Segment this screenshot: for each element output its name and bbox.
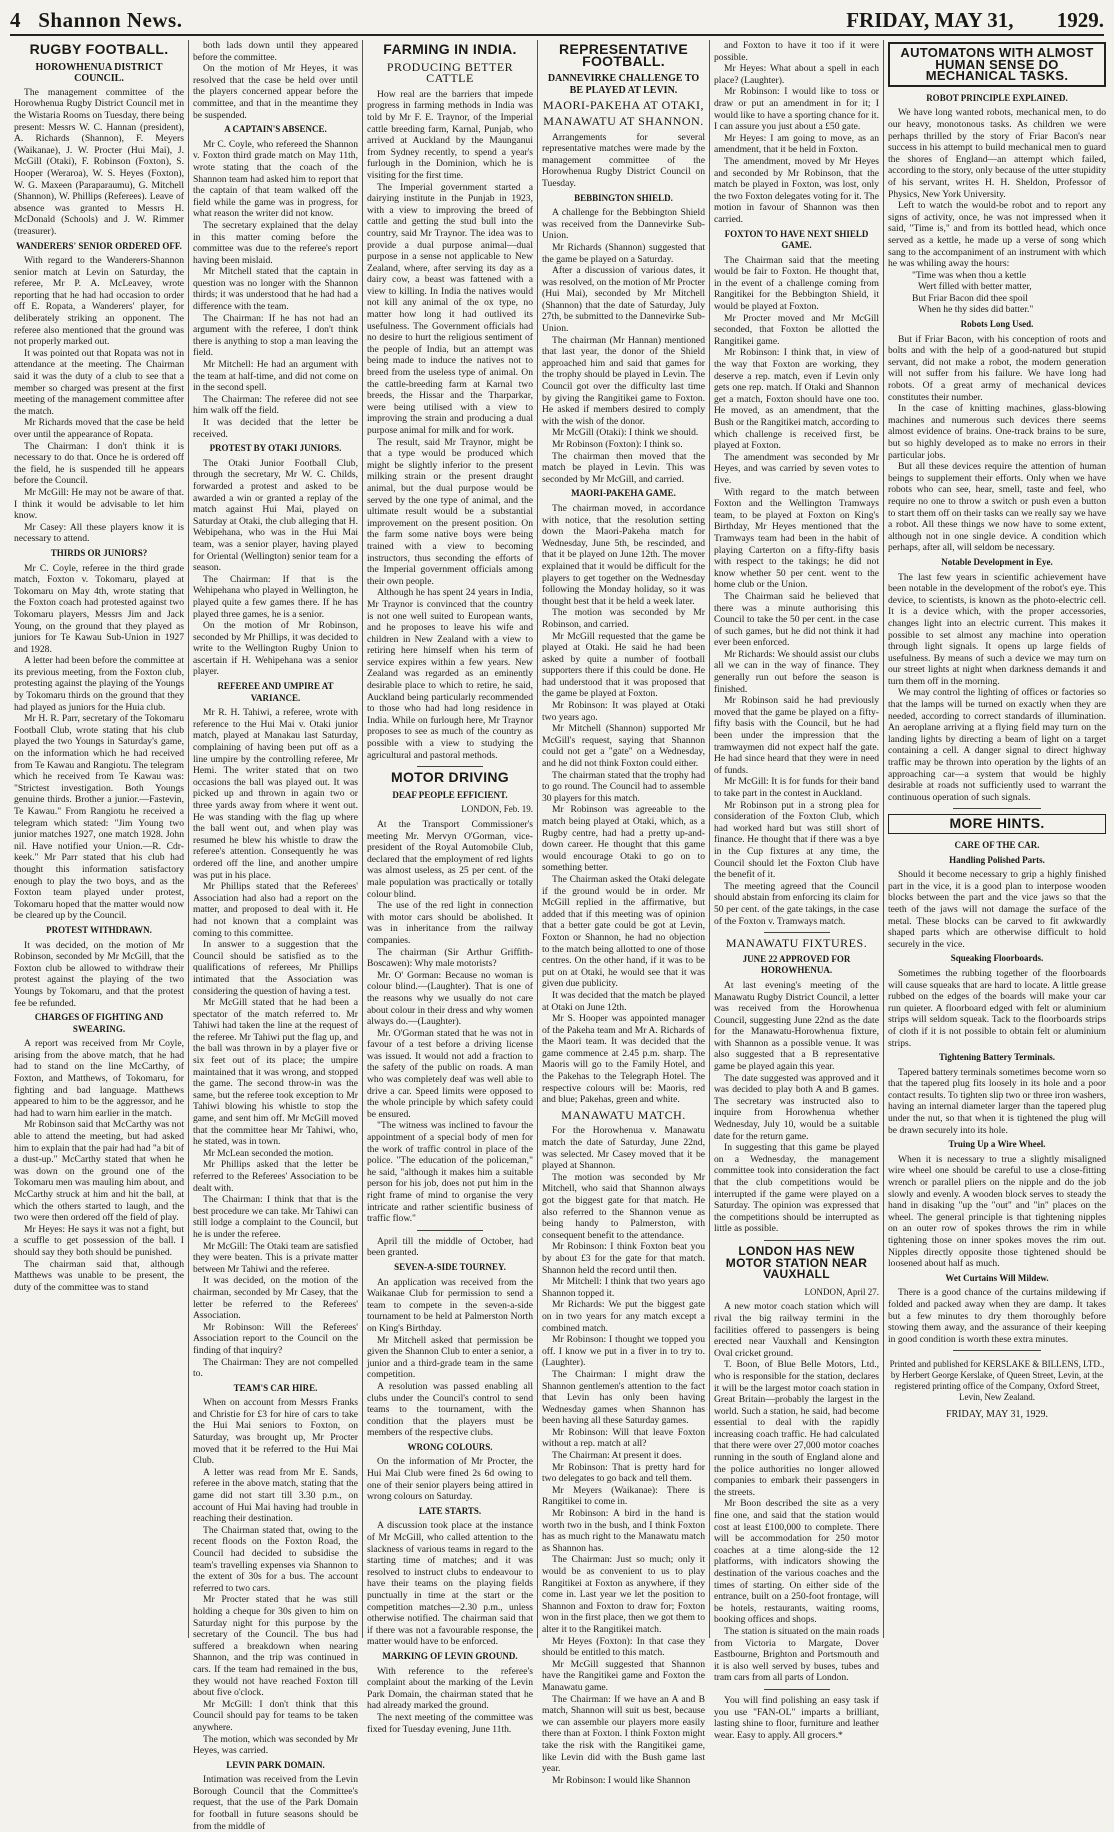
section-heading: WRONG COLOURS.	[407, 1441, 493, 1452]
section-heading: Robots Long Used.	[960, 319, 1034, 330]
paragraph: Mr Robinson said that McCarthy was not able to attend the meeting, but had asked him to explain that the pair had had "a bit of a dust-up." McCarthy stated that when he was down on the ground one of the Tokomaru men was mauling him about, and McCarthy struck at him and hit the ball, at which the others started to laugh, and the two were then ordered off the field of play.	[14, 1119, 184, 1224]
paragraph: Mr Phillips asked that the letter be referred to the Referees' Association to be dealt with.	[193, 1159, 358, 1194]
paragraph: and Foxton to have it too if it were possible.	[714, 40, 879, 63]
paragraph: The use of the red light in connection with motor cars should be abolished. It was in inheritance from the railway companies.	[367, 900, 533, 946]
article-subheading: PRODUCING BETTER CATTLE	[386, 59, 514, 86]
paragraph: Mr Phillips stated that the Referees' Association had also had a report on the matter, and proposed to deal with it. He had not known that a complaint was coming to this committee.	[193, 881, 358, 939]
paragraph: Mr McGill: The Otaki team are satisfied they were beaten. This is a private matter between Mr Tahiwi and the referee.	[193, 1240, 358, 1275]
section-heading: Handling Polished Parts.	[949, 854, 1045, 865]
paragraph: The Chairman: I think that that is the best procedure we can take. Mr Tahiwi can still lodge a complaint to the Council, but he is under the referee.	[193, 1194, 358, 1240]
masthead-rule	[10, 34, 1104, 36]
paragraph: Mr Richards moved that the case be held over until the appearance of Ropata.	[14, 417, 184, 440]
article-heading: MOTOR DRIVING	[391, 769, 509, 786]
paragraph: Mr Mitchell: He had an argument with the team at half-time, and did not come on in the second spell.	[193, 359, 358, 394]
paragraph: The motion was seconded by Mr Robinson, and carried.	[542, 607, 705, 630]
heading-box	[888, 42, 1106, 87]
paragraph: The chairman then moved that the match be played in Levin. This was seconded by Mr McGill, and carried.	[542, 450, 705, 485]
dateline: LONDON, April 27.	[804, 1286, 879, 1297]
paragraph: On the information of Mr Procter, the Hui Mai Club were fined 2s 6d owing to one of their senior players being attired in wrong colours on Saturday.	[367, 1456, 533, 1503]
masthead-left	[10, 8, 182, 33]
paragraph: The chairman stated that the trophy had to go round. The Council had to assemble 30 players for this match.	[542, 769, 705, 804]
paragraph: The Chairman: I might draw the Shannon gentlemen's attention to the fact that Levin has only been having Wednesday games when Shannon has been having all these Saturday games.	[542, 1368, 705, 1427]
section-heading: WANDERERS' SENIOR ORDERED OFF.	[16, 240, 182, 251]
section-heading: Tightening Battery Terminals.	[938, 1052, 1056, 1063]
paragraph: The station is situated on the main roads from Victoria to Margate, Dover Eastbourne, Brighton and Portsmouth and it is also well served by buses, tubes and tram cars from all parts of London.	[714, 1625, 879, 1684]
paragraph: Mr McGill requested that the game be played at Otaki. He said he had been asked by quite a number of football supporters there if this could be done. He had understood that it was proposed that the game be played at Foxton.	[542, 630, 705, 700]
paragraph: Mr Robinson put in a strong plea for consideration of the Foxton Club, which had worked hard but was still short of finance. He thought that if there was a bye in the Cup fixtures at any time, the Council should let the Foxton Club have the benefit of it.	[714, 799, 879, 881]
article-subheading: ROBOT PRINCIPLE EXPLAINED.	[926, 92, 1068, 103]
paragraph: The meeting agreed that the Council should abstain from enforcing its claim for 50 per cent. of the gate takings, in the case of the Foxton v. Tramways match.	[714, 880, 879, 927]
paragraph: Mr Robinson: Will the Referees' Association report to the Council on the finding of that inquiry?	[193, 1321, 358, 1356]
column-representative-football	[542, 40, 705, 1786]
paragraph: both lads down until they appeared before the committee.	[193, 40, 358, 63]
masthead	[10, 8, 1104, 34]
paragraph: Mr Robinson: A bird in the hand is worth two in the bush, and I think Foxton has as much right to the Manawatu match as Shannon has.	[542, 1508, 705, 1554]
paragraph: Mr Robinson: It was played at Otaki two years ago.	[542, 700, 705, 723]
paragraph: The Chairman said he believed that there was a minute authorising this Council to take the 50 per cent. in the case of such games, but he did not think it had ever been enforced.	[714, 590, 879, 649]
verse-line: Wert filled with better matter,	[918, 281, 1032, 293]
divider	[764, 932, 830, 933]
divider	[953, 808, 1040, 809]
paragraph: With regard to the match between Foxton and the Wellington Tramways team, to be played at Foxton on King's Birthday, Mr Heyes mentioned that the Tramways team had been in the habit of playing Carterton on a fifty-fifty basis with respect to the takings; he did not know whether 50 per cent. went to the home club or the Union.	[714, 486, 879, 591]
paragraph: "The witness was inclined to favour the appointment of a special body of men for the work of traffic control in place of the police. "The education of the policeman," he said, "although it makes him a suitable person for his job, does not put him in the right frame of mind to organise the very intricate and rather scientific business of traffic flow."	[367, 1120, 533, 1225]
paragraph: The secretary explained that the delay in this matter coming before the committee was due to the referee's report having been mislaid.	[193, 219, 358, 266]
section-heading: Squeaking Floorboards.	[950, 953, 1044, 964]
verse-line: But Friar Bacon did thee spoil	[912, 292, 1028, 304]
paragraph: On the motion of Mr Robinson, seconded by Mr Phillips, it was decided to write to the Wellington Rugby Union to ascertain if H. Wehipehana was a senior player.	[193, 620, 358, 678]
heading-box	[888, 814, 1106, 834]
article-subheading: CARE OF THE CAR.	[954, 840, 1040, 850]
column-automatons-hints	[888, 40, 1106, 1640]
paragraph: The Imperial government started a dairying institute in the Punjab in 1923, with a view to improving the breed of cattle and getting the stud bull into the country, said Mr Traynor. The idea was to provide a dual purpose animal—dual purpose in a sense not applicable to New Zealand, where, after serving its day as a dairy cow, a beast was fattened with a view to killing. In India the natives would not kill any animal of the ox type, no matter how long it had outlived its usefulness. The Government officials had no desire to hurt the religious sentiment of the people of India, but an attempt was being made to induce the natives not to breed from the useless type of animal. On the cattle-breeding farm at Karnal two breeds, the Hissar and the Tharparkar, were being utilised with a view to improving the strain and producing a dual purpose animal for milk and for work.	[367, 181, 533, 436]
paragraph: Mr Heyes (Foxton): In that case they should be entitled to this match.	[542, 1635, 705, 1659]
paragraph: Mr Robinson was agreeable to the match being played at Otaki, which, as a Rugby centre, had had a pretty up-and-down career. He thought that this game would encourage Otaki to go on to something better.	[542, 804, 705, 874]
paragraph: Mr C. Coyle, who refereed the Shannon v. Foxton third grade match on May 11th, wrote stating that the coach of the Shannon team had asked him to report that the captain of that team walked off the field while the game was in progress, for what reason the writer did not know.	[193, 138, 358, 220]
paragraph: Mr Heyes: I am going to move, as an amendment, that it be held in Foxton.	[714, 132, 879, 156]
divider	[764, 1240, 830, 1241]
article-heading: REPRESENTATIVE FOOTBALL.	[559, 41, 688, 69]
paragraph: The management committee of the Horowhenua Rugby District Council met in the Wistaria Rooms on Tuesday, there being present: Messrs W. C. Hannan (president), A. Richards (Shannon), F. Meyers (Waikanae), J. W. Procter (Hui Mai), J. McGill (Otaki), F. Robinson (Foxton), S. Hooper (Weraroa), W. S. Heyes (Foxton), W. G. Maxeen (Paraparaumu), G. Mitchell (Shannon), W. Phillips (Referees). Leave of absence was granted to Messrs H. McDonald (Schools) and J. W. Rimmer (treasurer).	[14, 86, 184, 237]
paragraph: When it is necessary to true a slightly misaligned wire wheel one should be careful to use a close-fitting wrench or parallel pliers on the nipple and do the job slowly and evenly. A wooden block serves to steady the hand in disaking "up the "out" and "in" places on the wheel. The general principle is that tightening nipples on an outer row of spokes throws the rim in while tightening those on inner spokes moves the rim out. Nipples directly opposite those tightened should be loosened about half as much.	[888, 1153, 1106, 1270]
paragraph: The Chairman: The referee did not see him walk off the field.	[193, 393, 358, 417]
paragraph: The chairman (Sir Arthur Griffith-Boscawen): Why male motorists?	[367, 946, 533, 970]
section-heading: REFEREE AND UMPIRE AT VARIANCE.	[217, 681, 334, 703]
paragraph: The Chairman: I don't think it is necessary to do that. Once he is ordered off the field, he is suspended till he appears before the Council.	[14, 440, 184, 487]
paragraph: Mr Robinson (Foxton): I think so.	[552, 439, 683, 450]
section-heading: MARKING OF LEVIN GROUND.	[382, 1650, 518, 1661]
paragraph: The Chairman: If he has not had an argument with the referee, I don't think there is anything to stop a man leaving the field.	[193, 312, 358, 359]
paragraph: On the motion of Mr Heyes, it was resolved that the case be held over until the players concerned appear before the committee, and that in the meantime they be suspended.	[193, 63, 358, 121]
paragraph: In suggesting that this game be played on a Wednesday, the management committee took into consideration the fact that the club competitions would be interrupted if the game were played on a Saturday. The opinion was expressed that the competitions should be interrupted as little as possible.	[714, 1142, 879, 1235]
masthead-right	[846, 8, 1104, 33]
paragraph: With regard to the Wanderers-Shannon senior match at Levin on Saturday, the referee, Mr P. A. McLeavey, wrote reporting that he had had occasion to order off E. Ropata, a Wanderers' player, for deliberately striking an opponent. The referee also mentioned that the ground was not properly marked out.	[14, 255, 184, 348]
column-farming-motor	[367, 40, 533, 1735]
paragraph: A new motor coach station which will rival the big railway termini in the facilities offered to passengers is being erected near Vauxhall and Kensington Oval cricket ground.	[714, 1301, 879, 1359]
article-deck: MANAWATU AT SHANNON.	[543, 113, 704, 128]
paragraph: At the Transport Commissioner's meeting Mr. Mervyn O'Gorman, vice-president of the Royal Automobile Club, declared that the employment of red lights was almost useless, as 25 per cent. of the male population was practically or totally colour blind.	[367, 819, 533, 900]
paragraph: Mr S. Hooper was appointed manager of the Pakeha team and Mr A. Richards of the Maori team. It was decided that the game commence at 2.45 p.m. sharp. The Maoris will go to the Family Hotel, and the Pakehas to the Telegraph Hotel. The respective colours will be: Maoris, red and blue; Pakehas, green and white.	[542, 1013, 705, 1106]
paragraph: When on account from Messrs Franks and Christie for £3 for hire of cars to take the Hui Mai seniors to Foxton, on Saturday, was brought up, Mr Procter moved that it be referred to the Hui Mai Club.	[193, 1397, 358, 1467]
paragraph: The amendment, moved by Mr Heyes and seconded by Mr Robinson, that the match be played in Foxton, was lost, only the two Foxton delegates voting for it. The motion in favour of Shannon was then carried.	[714, 155, 879, 225]
paragraph: The next meeting of the committee was fixed for Tuesday evening, June 11th.	[367, 1711, 533, 1735]
paragraph: Mr McGill stated that he had been a spectator of the match referred to. Mr Tahiwi had taken the line at the request of the referee. Mr Tahiwi put the flag up, and the ball was thrown in by a player five or six feet out of its place; the umpire maintained that it was wrong, and stopped the game. The second throw-in was the same, but the referee took exception to Mr Tahiwi blowing his whistle to stop the game, and sent him off. Mr McGill moved that the committee hear Mr Tahiwi, who, he stated, was in town.	[193, 997, 358, 1148]
paragraph: A challenge for the Bebbington Shield was received from the Dannevirke Sub-Union.	[542, 207, 705, 242]
paragraph: A letter had been before the committee at its previous meeting, from the Foxton club, protesting against the playing of the Youngs by Tokomaru thirds on the ground that they had played as juniors for the Huia club.	[14, 655, 184, 713]
article-subheading: DANNEVIRKE CHALLENGE TO BE PLAYED AT LEVIN.	[547, 73, 700, 96]
paragraph: Mr Robinson said he had previously moved that the game be played on a fifty-fifty basis with the Council, but he had been under the impression that the tramwaymen did not expect half the gate. He had since heard that they were in need of funds.	[714, 695, 879, 776]
paragraph: T. Boon, of Blue Belle Motors, Ltd., who is responsible for the station, declares it will be the largest motor coach station in Great Britain—probably the largest in the world. Such a station, he said, had become essential to deal with the rapidly increasing coach traffic. He had calculated that there were over 27,000 motor coaches running in the south of England alone and the police authorities no longer allowed companies to embark their passengers in the streets.	[714, 1359, 879, 1498]
paragraph: In the case of knitting machines, glass-blowing machines and numerous such devices there seems almost evidence of brains. One-track brains to be sure, but so highly developed as to make no errors in their particular jobs.	[888, 403, 1106, 461]
paragraph: The last few years in scientific achievement have been notable in the development of the robot's eye. This device, to scientists, is known as the photo-electric cell. It is a device which, with the proper accessories, changes light into an electric current. This makes it possible to set almost any machine into operation through light signals. It opens up large fields of usefulness. By means of such a device we may turn on our street lights at night when darkness demands it and turn them off in the morning.	[888, 571, 1106, 687]
paragraph: The Otaki Junior Football Club, through the secretary, Mr W. C. Childs, forwarded a protest and asked to be awarded a win or granted a replay of the match against Hui Mai, played on Saturday at Otaki, the club alleging that H. Webipehana, who was in the Hui Mai team, was a senior player, having played for Oriental (Wellington) senior team for a season.	[193, 457, 358, 574]
paragraph: Mr Mitchell: I think that two years ago Shannon topped it.	[542, 1276, 705, 1299]
paragraph: Mr Procter moved and Mr McGill seconded, that Foxton be allotted the Rangitikei game.	[714, 312, 879, 347]
article-heading: RUGBY FOOTBALL.	[29, 41, 169, 57]
paragraph: A resolution was passed enabling all clubs under the Council's control to send teams to the tournament, with the condition that the players must be members of the respective clubs.	[367, 1380, 533, 1439]
paragraph: Mr Mitchell stated that the captain in question was no longer with the Shannon thirds; it was understood that he had had a difference with the team.	[193, 266, 358, 313]
article-subheading: DEAF PEOPLE EFFICIENT.	[392, 789, 508, 800]
paragraph: For the Horowhenua v. Manawatu match the date of Saturday, June 22nd, was selected. Mr Casey moved that it be played at Shannon.	[542, 1125, 705, 1172]
paragraph: The Chairman: If we have an A and B match, Shannon will suit us best, because we can assemble our players more easily there than at Foxton. I think Foxton might take the risk with the Rangitikei game, like Levin did with the Bush game last year.	[542, 1693, 705, 1775]
article-subheading: JUNE 22 APPROVED FOR HOROWHENUA.	[742, 953, 851, 976]
article-heading: AUTOMATONS WITH ALMOST HUMAN SENSE DO MECHANICAL TASKS.	[900, 45, 1094, 84]
verse-line: "Time was when thou a kettle	[912, 269, 1027, 281]
paragraph: Mr McGill: It is for funds for their band to take part in the contest in Auckland.	[714, 776, 879, 799]
paragraph: Although he has spent 24 years in India, Mr Traynor is convinced that the country is not one well suited to European wants, and he proposes to leave his wife and children in New Zealand with a view to retiring here himself when his term of service expires within a few years. New Zealand was regarded as an eminently desirable place to which to retire, he said, Auckland being particularly recommended to those who had had long residence in India. While on furlough here, Mr Traynor proposes to see as much of the country as possible with a view to studying the agricultural and pastoral methods.	[367, 587, 533, 761]
advertisement: You will find polishing an easy task if you use "FAN-OL" imparts a brilliant, lasting shine to floor, furniture and leather wear. Easy to apply. All grocers.*	[714, 1694, 879, 1741]
paragraph: The Chairman: If that is the Wehipehana who played in Wellington, he played quite a few games there. If he has played three games, he is a senior.	[193, 573, 358, 620]
paragraph: Mr Robinson: I would like to toss or draw or put an amendment in for it; I would like to have a sporting chance for it. I can assure you just about a £50 gate.	[714, 86, 879, 133]
paragraph: It was decided, on the motion of the chairman, seconded by Mr Casey, that the letter be referred to the Referees' Association.	[193, 1275, 358, 1322]
paragraph: Mr Boon described the site as a very fine one, and said that the station would cost at least £100,000 to complete. There will be accommodation for 250 motor coaches at a time along-side the 12 platforms, with indicators showing the destination of the various coaches and the times of starting. On either side of the entrance, built on a 250-foot frontage, will be hotels, restaurants, waiting rooms, booking offices and shops.	[714, 1498, 879, 1626]
paragraph: The Chairman: Just so much; only it would be as convenient to us to play Rangitikei at Foxton as anywhere, if they come in. Last year we let the position to Shannon and Foxton to draw for; Foxton won in the first place, then we got them to alter it to the Rangitikei match.	[542, 1554, 705, 1635]
paragraph: Mr Meyers (Waikanae): There is Rangitikei to come in.	[542, 1484, 705, 1508]
paragraph: Mr H. R. Parr, secretary of the Tokomaru Football Club, wrote stating that his club played the two Youngs in Saturday's game, on the information which he had received from Te Kawau and Rangiotu. The telegram which he received from Te Kawau was: "Strictest investigation. Both Youngs genuine thirds. Brother a junior.—Fastevin, Te Kawau." From Rangiotu he received a telegram which stated: "Jim Young two junior matches 1927, one match 1928. John nil. Have notified your Union.—R. Cdr-keek." Mr Parr stated that his club had thought this information satisfactory enough to play the two boys, and as the Foxton team played under protest, Tokomaru hoped that the matter would now be cleared up by the Council.	[14, 713, 184, 922]
column-rule	[537, 40, 538, 1638]
paragraph: It was decided that the match be played at Otaki on June 12th.	[542, 989, 705, 1013]
paragraph: Tapered battery terminals sometimes become worn so that the tapered plug fits loosely in its hole and a poor contact results. To tighten slip two or three iron washers, having an internal diameter larger than the tapered plug under the nut, so that when it is tightened the plug will be drawn securely into its hole.	[888, 1066, 1106, 1136]
paragraph: Mr R. H. Tahiwi, a referee, wrote with reference to the Hui Mai v. Otaki junior match, played at Manakau last Saturday, complaining of having been put off as a line umpire by the controlling referee, Mr Hemi. The writer stated that on two occasions the ball was played out. It was picked up and thrown in again two or three yards away from where it went out. He was standing with the flag up where the ball went out, and when play was resumed he blew his whistle to draw the referee's attention. Consequently he was ordered off the line, and another umpire was put in his place.	[193, 707, 358, 881]
paragraph: Mr Heyes: He says it was not a fight, but a scuffle to get possession of the ball. I should say they both should be punished.	[14, 1223, 184, 1258]
column-rule	[883, 40, 884, 1638]
divider	[417, 766, 483, 767]
paragraph: Mr Robinson: Will that leave Foxton without a rep. match at all?	[542, 1426, 705, 1450]
paragraph: Mr Mitchell (Shannon) supported Mr McGill's request, saying that Shannon could not get a "gate" on a Wednesday, and he did not think Foxton could either.	[542, 723, 705, 770]
column-rule	[362, 40, 363, 1638]
issue-date: FRIDAY, MAY 31,	[846, 8, 1014, 32]
paragraph: Mr McGill suggested that Shannon have the Rangitikei game and Foxton the Manawatu game.	[542, 1658, 705, 1693]
issue-year: 1929.	[1056, 8, 1104, 32]
paragraph: An application was received from the Waikanae Club for permission to send a team to compete in the seven-a-side tournament to be held at Palmerston North on King's Birthday.	[367, 1276, 533, 1334]
column-rule	[188, 40, 189, 1638]
paragraph: The amendment was seconded by Mr Heyes, and was carried by seven votes to five.	[714, 451, 879, 486]
paragraph: But if Friar Bacon, with his conception of roots and bolts and with the help of a good-natured but stupid servant, did not make a robot, the modern generation will not suffer from his failure. We have long had robots. Of a great army of mechanical devices constitutes their number.	[888, 333, 1106, 403]
section-heading: FOXTON TO HAVE NEXT SHIELD GAME.	[724, 228, 869, 251]
paragraph: In answer to a suggestion that the Council should be satisfied as to the qualifications of referees, Mr Phillips intimated that the Association was considering the question of having a test.	[193, 939, 358, 997]
dateline: LONDON, Feb. 19.	[461, 804, 533, 815]
paragraph: The Chairman: They are not compelled to.	[193, 1356, 358, 1380]
section-heading: CHARGES OF FIGHTING AND SWEARING.	[34, 1012, 164, 1034]
paragraph: Mr. O' Gorman: Because no woman is colour blind.—(Laughter). That is one of the reasons why we usually do not care about colour in their dress and why women always do.—(Laughter).	[367, 969, 533, 1028]
paragraph: The date suggested was approved and it was decided to play both A and B games. The secretary was instructed also to inquire from Horowhenua whether Wednesday, July 10, would be a suitable date for the return game.	[714, 1072, 879, 1142]
paragraph: A discussion took place at the instance of Mr McGill, who called attention to the slackness of various teams in regard to the starting time of matches; and it was resolved to instruct clubs to endeavour to have their teams on the playing fields punctually in time at the start or the competition matches—2.30 p.m., unless otherwise notified. The chairman said that if there was not a favourable response, the matter would have to be enforced.	[367, 1520, 533, 1648]
section-heading: MAORI-PAKEHA GAME.	[571, 488, 676, 499]
paragraph: Intimation was received from the Levin Borough Council that the Committee's request, that the use of the Park Domain for football in future seasons should be from the middle of	[193, 1774, 358, 1832]
paragraph: It was decided that the letter be received.	[193, 417, 358, 440]
paragraph: The Chairman stated that, owing to the recent floods on the Foxton Road, the Council had decided to subsidise the team's travelling expenses via Shannon to the extent of 30s for a bus. The account referred to two cars.	[193, 1524, 358, 1594]
paragraph: The result, said Mr Traynor, might be that a type would be produced which might be slightly inferior to the present milking strain or the present draught animal, but the dual purpose would be served by the one type of animal, and the ultimate result would be a substantial improvement on the present position. On the farm some native boys were being trained with a view to becoming instructors, thus seconding the efforts of the Imperial government officials among their own people.	[367, 436, 533, 587]
divider	[953, 1350, 1040, 1351]
paragraph: With reference to the referee's complaint about the marking of the Levin Park Domain, the chairman stated that he had already marked the ground.	[367, 1665, 533, 1712]
paragraph: We have long wanted robots, mechanical men, to do our heavy, monotonous tasks. As children we were perhaps thrilled by the story of Friar Bacon's near success in his attempt to build mechanical men to guard the shores of England—an attempt which failed, according to the story, only because of the utter stupidity of his servant, writes H. H. Sheldon, Professor of Physics, New York University.	[888, 107, 1106, 200]
paragraph: Mr Richards: We put the biggest gate on in two years for any match except a combined match.	[542, 1299, 705, 1334]
column-rule	[709, 40, 710, 1638]
section-heading: Wet Curtains Will Mildew.	[945, 1272, 1049, 1283]
paragraph: Mr C. Coyle, referee in the third grade match, Foxton v. Tokomaru, played at Tokomaru on May 4th, wrote stating that the Foxton coach had protested against two Tokomaru players, Messrs Jim and Jack Young, on the ground that they played as juniors for Te Kawau Sub-Union in 1927 and 1928.	[14, 562, 184, 655]
paragraph: Mr McGill: He may not be aware of that. I think it would be advisable to let him know.	[14, 486, 184, 522]
paragraph: Mr Robinson: That is pretty hard for two delegates to go back and tell them.	[542, 1461, 705, 1485]
paragraph: The chairman moved, in accordance with notice, that the resolution setting down the Maori-Pakeha match for Wednesday, June 5th, be rescinded, and that it be played on June 12th. The mover explained that it would be difficult for the players to get together on the Wednesday following the Monday holiday, so it was thought best that it be held a week later.	[542, 502, 705, 607]
article-subheading: HOROWHENUA DISTRICT COUNCIL.	[35, 61, 163, 85]
section-heading: TEAM'S CAR HIRE.	[233, 1382, 318, 1393]
paragraph: The chairman said that, although Matthews was unable to be present, the duty of the committee was to stand	[14, 1258, 184, 1293]
paragraph: The Chairman said that the meeting would be fair to Foxton. He thought that, in the event of a challenge coming from Rangitikei for the Bebbington Shield, it would be played at Foxton.	[714, 254, 879, 313]
section-heading: A CAPTAIN'S ABSENCE.	[224, 124, 327, 135]
paragraph: Mr Richards (Shannon) suggested that the game be played on a Saturday.	[542, 241, 705, 265]
paragraph: We may control the lighting of offices or factories so that the lamps will be turned on exactly when they are needed, according to correct standards of illumination. An aeroplane arriving at a flying field may turn on the landing lights by directing a beam of light on a target containing a cell. A danger signal to direct highway traffic may be thrown into operation by the lights of an approaching car—a system that would be highly desirable at roads not sufficiently used to warrant the continuous operation of such signals.	[888, 687, 1106, 803]
paragraph: Mr Robinson: I think that, in view of the way that Foxton are working, they deserve a rep. match, even if Levin only gets one rep. match. If Otaki and Shannon get a match, Foxton should have one too. He moved, as an amendment, that the Bush or the Rangitikei match, according to which challenge is received first, be played at Foxton.	[714, 347, 879, 452]
paragraph: But all these devices require the attention of human beings to supplement their efforts. Only when we have robots who can see, hear, smell, taste and feel, who require no one to throw a switch or push even a button to start them off on their tasks can we really say we have a robot. All these things we now have to some extent, although not in one single device. A condition which perhaps, after all, will seldom be necessary.	[888, 461, 1106, 554]
paragraph: Mr McGill: I don't think that this Council should pay for teams to be taken anywhere.	[193, 1698, 358, 1733]
article-heading: MORE HINTS.	[949, 815, 1045, 832]
paragraph: Mr Heyes: What about a spell in each place? (Laughter).	[714, 63, 879, 86]
paragraph: It was decided, on the motion of Mr Robinson, seconded by Mr McGill, that the Foxton club be allowed to withdraw their protest against the playing of the two Youngs by Tokomaru, and that the protest fee be refunded.	[14, 939, 184, 1009]
paragraph: After a discussion of various dates, it was resolved, on the motion of Mr Procter (Hui Mai), seconded by Mr Mitchell (Shannon) that the date of Saturday, July 27th, be submitted to the Dannevirke Sub-Union.	[542, 265, 705, 335]
paragraph: Mr Robinson: I would like Shannon	[552, 1774, 691, 1786]
paragraph: April till the middle of October, had been granted.	[367, 1235, 533, 1259]
divider	[764, 1689, 830, 1690]
paragraph: The motion was seconded by Mr Mitchell, who said that Shannon always got the biggest gate for that match. He also referred to the Shannon venue as being handy to Palmerston, with consequent benefit to the attendance.	[542, 1171, 705, 1241]
article-deck: MAORI-PAKEHA AT OTAKI,	[542, 98, 705, 113]
page-number: 4	[10, 8, 21, 32]
paragraph: Mr Casey: All these players know it is necessary to attend.	[14, 521, 184, 545]
article-heading: FARMING IN INDIA.	[383, 41, 517, 57]
paragraph: Left to watch the would-be robot and to report any signs of activity, once, he was not impressed when it said, "Time is," and from its bottled head, which once served as a kettle, he made up a verse of song which sang to the accompaniment of an instrument with which he was whiling away the hours:	[888, 200, 1106, 270]
paragraph: Mr McLean seconded the motion.	[203, 1147, 334, 1159]
paragraph: The motion, which was seconded by Mr Heyes, was carried.	[193, 1733, 358, 1757]
paragraph: Arrangements for several representative matches were made by the management committee of the Horowhenua Rugby District Council on Tuesday.	[542, 131, 705, 189]
paragraph: A report was received from Mr Coyle, arising from the above match, that he had had to stand on the line McCarthy, of Foxton, and Matthews, of Tokomaru, for fighting and bad language. Matthews appeared to him to be the aggressor, and he had had to warn him earlier in the match.	[14, 1038, 184, 1119]
article-heading: MANAWATU FIXTURES.	[725, 936, 868, 951]
section-heading: THIRDS OR JUNIORS?	[50, 547, 148, 558]
paragraph: Mr Procter stated that he was still holding a cheque for 30s given to him on Saturday night for this purpose by the secretary of the Council. The bus had suffered a breakdown when nearing Shannon, and the trip was continued in cars. If the team had remained in the bus, they would not have reached Foxton till about five o'clock.	[193, 1594, 358, 1699]
section-heading: BEBBINGTON SHIELD.	[574, 192, 673, 203]
printers-imprint	[888, 1359, 1106, 1420]
paragraph: There is a good chance of the curtains mildewing if folded and packed away when they are damp. It takes but a few minutes to dry them thoroughly before stowing them away, and the assurance of their keeping in good condition is worth these extra minutes.	[888, 1287, 1106, 1345]
section-heading: PROTEST BY OTAKI JUNIORS.	[209, 443, 342, 454]
paragraph: Sometimes the rubbing together of the floorboards will cause squeaks that are hard to locate. A little grease rubbed on the edges of the boards will make your car run quieter. A floorboard edged with felt or aluminium strips will seldom squeak. Tack to the floorboards strips of cloth if it is not possible to obtain felt or aluminium strips.	[888, 967, 1106, 1049]
paragraph: Mr Robinson: I think Foxton beat you by about £3 for the gate for that match. Shannon held the record until then.	[542, 1241, 705, 1276]
paragraph: Mr Mitchell asked that permission be given the Shannon Club to enter a senior, a junior and a third-grade team in the same competition.	[367, 1334, 533, 1381]
column-fixtures-london	[714, 40, 879, 1741]
paragraph: At last evening's meeting of the Manawatu Rugby District Council, a letter was received from the Horowhenua Council, suggesting June 22nd as the date for the Manawatu-Horowhenua fixture, with Shannon as a possible venue. It was also suggested that a B representative game be played again this year.	[714, 979, 879, 1073]
imprint-date: FRIDAY, MAY 31, 1929.	[945, 1409, 1049, 1421]
paragraph: Mr McGill (Otaki): I think we should.	[552, 427, 699, 439]
section-heading: Truing Up a Wire Wheel.	[948, 1139, 1046, 1150]
section-heading: PROTEST WITHDRAWN.	[46, 924, 152, 935]
section-heading: SEVEN-A-SIDE TOURNEY.	[394, 1261, 506, 1272]
paper-name: Shannon News.	[38, 8, 183, 32]
section-heading: Notable Development in Eye.	[941, 556, 1053, 567]
section-heading: LATE STARTS.	[418, 1505, 482, 1516]
paragraph: It was pointed out that Ropata was not in attendance at the meeting. The Chairman said it was the duty of a club to see that a member so charged was present at the first meeting of the management committee after the match.	[14, 347, 184, 417]
column-rugby-continued	[193, 40, 358, 1832]
paragraph: Should it become necessary to grip a highly finished part in the vice, it is a good plan to interpose wooden blocks between the part and the vice jaws so that the teeth of the jaws will not damage the surface of the metal. These blocks can be carved to fit awkwardly shaped parts which are otherwise difficult to hold securely in the vice.	[888, 869, 1106, 950]
section-heading: MANAWATU MATCH.	[561, 1107, 686, 1122]
paragraph: The Chairman: At present it does.	[552, 1450, 682, 1462]
paragraph: Mr. O'Gorman stated that he was not in favour of a test before a driving license was issued. It would not add a fraction to the safety of the public on roads. A man who was completely deaf was well able to drive a car. Speed limits were opposed to the whole principle by which safety could be ensured.	[367, 1027, 533, 1120]
verse-line: When he thy sides did batter."	[918, 304, 1034, 316]
paragraph: How real are the barriers that impede progress in farming methods in India was told by Mr F. E. Traynor, of the Imperial cattle breeding farm, Karnal, Punjab, who arrived at Auckland by the Maunganui from Sydney recently, to spend a year's furlough in the Dominion, which he is visiting for the first time.	[367, 88, 533, 181]
paragraph: Mr Robinson: I thought we topped you off. I know we put in a fiver in to try to. (Laughter).	[542, 1334, 705, 1369]
column-rugby-football	[14, 40, 184, 1640]
imprint-text: Printed and published for KERSLAKE & BILLENS, LTD., by Herbert George Kerslake, of Queen Street, Levin, at the registered printing office of the Company, Oxford Street, Levin, New Zealand.	[889, 1359, 1105, 1403]
article-heading: LONDON HAS NEW MOTOR STATION NEAR VAUXHALL	[725, 1243, 868, 1282]
paragraph: A letter was read from Mr E. Sands, referee in the above match, stating that the game did not start till 3.30 p.m., on account of Hui Mai having had trouble in reaching their destination.	[193, 1466, 358, 1525]
section-heading: LEVIN PARK DOMAIN.	[226, 1759, 325, 1770]
paragraph: Mr Richards: We should assist our clubs all we can in the way of finance. They generally run out before the season is finished.	[714, 648, 879, 695]
paragraph: The chairman (Mr Hannan) mentioned that last year, the donor of the Shield approached him and said that games for the trophy should be played in Levin. The Council got over the difficulty last time by giving the Rangitikei game to Foxton. He asked if members desired to comply with the wish of the donor.	[542, 334, 705, 427]
divider	[417, 1230, 483, 1231]
paragraph: The Chairman asked the Otaki delegate if the ground would be in order. Mr McGill replied in the affirmative, but added that if this meeting was of opinion that a better gate could be got at Levin, Foxton or Shannon, he had no objection to the match being allotted to one of those centres. On the other hand, if it was to be put on at Otaki, he would see that it was given due publicity.	[542, 873, 705, 990]
